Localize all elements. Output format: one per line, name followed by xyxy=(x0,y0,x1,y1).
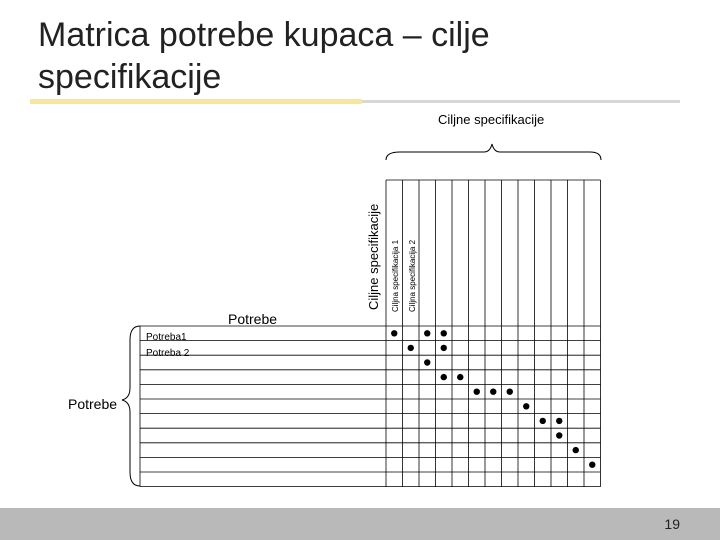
relationship-mark xyxy=(457,374,463,380)
relationship-mark xyxy=(490,389,496,395)
relationship-mark xyxy=(540,418,546,424)
slide-title: Matrica potrebe kupaca – cilje specifikacije xyxy=(38,16,490,96)
row-label-1: Potreba1 xyxy=(146,332,187,343)
matrix-grid xyxy=(140,180,601,487)
relationship-mark xyxy=(391,330,397,336)
relationship-mark xyxy=(441,374,447,380)
relationship-mark xyxy=(424,330,430,336)
spec-column-header: Ciljne specifikacije xyxy=(366,203,381,310)
page-number: 19 xyxy=(664,516,680,532)
top-spec-label: Ciljne specifikacije xyxy=(438,112,545,127)
needs-header-label: Potrebe xyxy=(228,311,278,327)
relationship-mark xyxy=(441,345,447,351)
needs-side-label: Potrebe xyxy=(68,396,118,412)
column-label-2: Ciljna specifikacija 2 xyxy=(408,239,417,312)
relationship-mark xyxy=(408,345,414,351)
relationship-mark xyxy=(507,389,513,395)
row-label-2: Potreba 2 xyxy=(146,348,190,359)
relationship-mark xyxy=(424,359,430,365)
relationship-mark xyxy=(474,389,480,395)
footer-bar xyxy=(0,508,720,540)
relationship-mark xyxy=(523,403,529,409)
relationship-mark xyxy=(556,432,562,438)
relationship-mark xyxy=(556,418,562,424)
column-label-1: Ciljna specifikacija 1 xyxy=(391,239,400,312)
relationship-mark xyxy=(573,447,579,453)
relationship-mark xyxy=(589,462,595,468)
top-brace xyxy=(386,144,601,160)
relationship-mark xyxy=(441,330,447,336)
left-brace xyxy=(122,326,140,486)
